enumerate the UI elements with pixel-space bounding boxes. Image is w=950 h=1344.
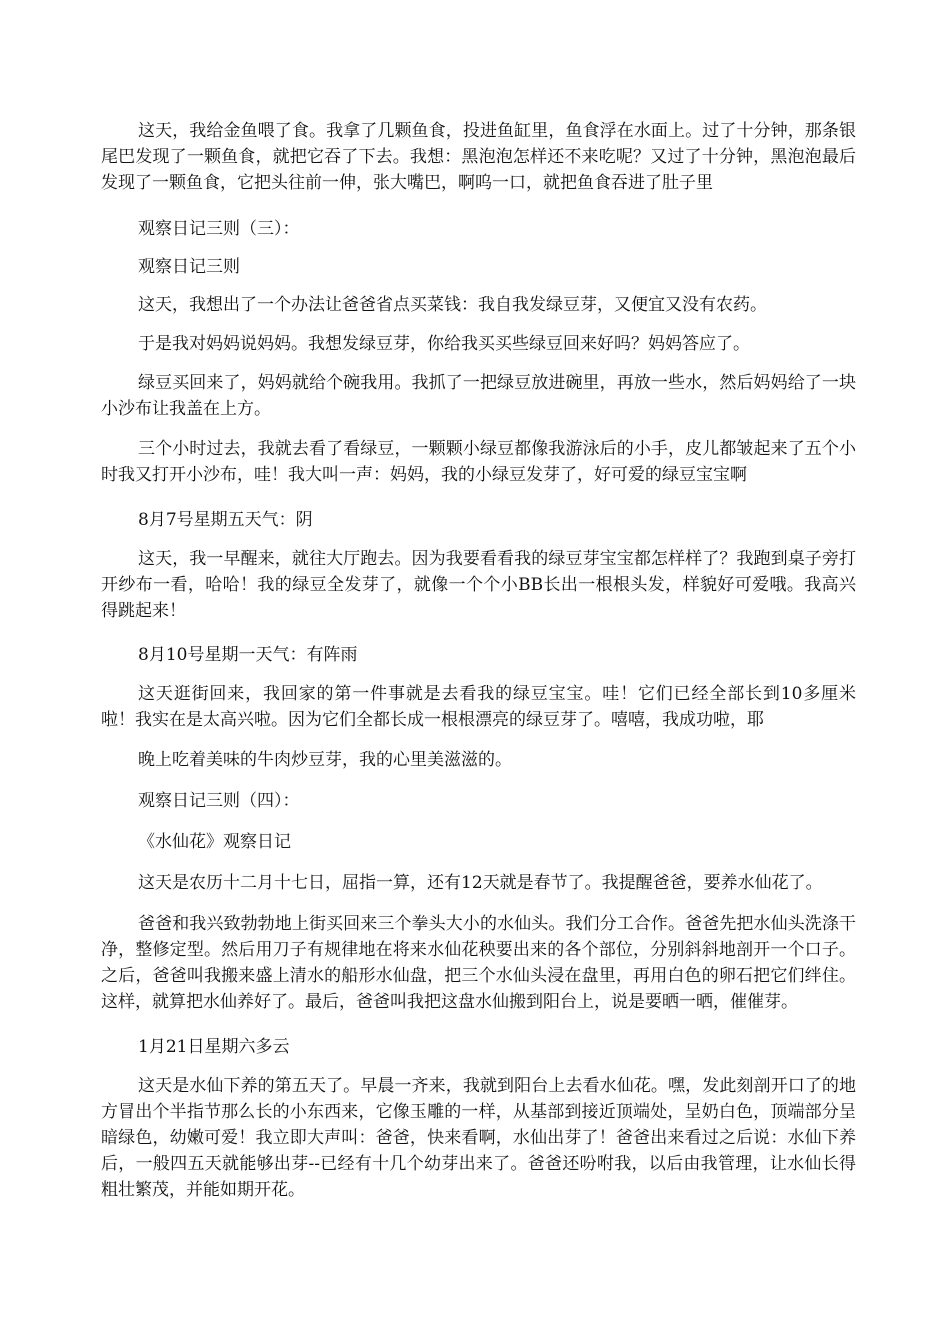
paragraph-lunar-date: 这天是农历十二月十七日，屈指一算，还有12天就是春节了。我提醒爸爸，要养水仙花了。 (138, 873, 823, 893)
paragraph-narcissus-sprouts: 这天是水仙下养的第五天了。早晨一齐来，我就到阳台上去看水仙花。嘿，发此刻剖开口了的地方冒出个半指节那么长的小东西来，它像玉雕的一样，从基部到接近顶端处，呈奶白色，顶端部分呈暗绿色，幼嫩可爱！我立即大声叫：爸爸，快来看啊，水仙出芽了！爸爸出来看过之后说：水仙下养后，一般四五天就能够出芽--已经有十几个幼芽出来了。爸爸还吩咐我，以后由我管理，让水仙长得粗壮繁茂，并能如期开花。 (101, 1076, 856, 1200)
paragraph-soak-beans: 绿豆买回来了，妈妈就给个碗我用。我抓了一把绿豆放进碗里，再放一些水，然后妈妈给了一块小沙布让我盖在上方。 (101, 373, 856, 419)
paragraph-dinner: 晚上吃着美味的牛肉炒豆芽，我的心里美滋滋的。 (138, 750, 512, 770)
paragraph-grown-sprouts: 这天逛街回来，我回家的第一件事就是去看我的绿豆宝宝。哇！它们已经全部长到10多厘米啦！我实在是太高兴啦。因为它们全都长成一根根漂亮的绿豆芽了。嘻嘻，我成功啦，耶 (101, 684, 856, 730)
section-heading-four: 观察日记三则（四）： (138, 791, 300, 811)
date-heading-aug-7: 8月7号星期五天气：阴 (138, 510, 313, 530)
date-heading-jan-21: 1月21日星期六多云 (138, 1037, 290, 1057)
narcissus-title: 《水仙花》观察日记 (138, 832, 291, 852)
paragraph-sprouted: 三个小时过去，我就去看了看绿豆，一颗颗小绿豆都像我游泳后的小手，皮儿都皱起来了五个小时我又打开小沙布，哇！我大叫一声：妈妈，我的小绿豆发芽了，好可爱的绿豆宝宝啊 (101, 439, 856, 485)
date-heading-aug-10: 8月10号星期一天气：有阵雨 (138, 645, 358, 665)
section-heading-three: 观察日记三则（三）： (138, 219, 300, 239)
diary-title: 观察日记三则 (138, 257, 240, 277)
paragraph-morning-check: 这天，我一早醒来，就往大厅跑去。因为我要看看我的绿豆芽宝宝都怎样样了？我跑到桌子旁打开纱布一看，哈哈！我的绿豆全发芽了，就像一个个小BB长出一根根头发，样貌好可爱哦。我高兴得跳起来！ (101, 549, 856, 621)
document-body (101, 112, 856, 1203)
paragraph-ask-mom: 于是我对妈妈说妈妈。我想发绿豆芽，你给我买买些绿豆回来好吗？妈妈答应了。 (138, 334, 750, 354)
paragraph-bean-sprout-idea: 这天，我想出了一个办法让爸爸省点买菜钱：我自我发绿豆芽，又便宜又没有农药。 (138, 295, 767, 315)
paragraph-goldfish-feeding: 这天，我给金鱼喂了食。我拿了几颗鱼食，投进鱼缸里，鱼食浮在水面上。过了十分钟，那条银尾巴发现了一颗鱼食，就把它吞了下去。我想：黑泡泡怎样还不来吃呢？又过了十分钟，黑泡泡最后发现了一颗鱼食，它把头往前一伸，张大嘴巴，啊呜一口，就把鱼食吞进了肚子里 (101, 121, 856, 193)
paragraph-planting-narcissus: 爸爸和我兴致勃勃地上街买回来三个拳头大小的水仙头。我们分工合作。爸爸先把水仙头洗涤干净，整修定型。然后用刀子有规律地在将来水仙花秧要出来的各个部位，分别斜斜地剖开一个口子。之后，爸爸叫我搬来盛上清水的船形水仙盘，把三个水仙头浸在盘里，再用白色的卵石把它们绊住。这样，就算把水仙养好了。最后，爸爸叫我把这盘水仙搬到阳台上，说是要晒一晒，催催芽。 (101, 914, 856, 1012)
